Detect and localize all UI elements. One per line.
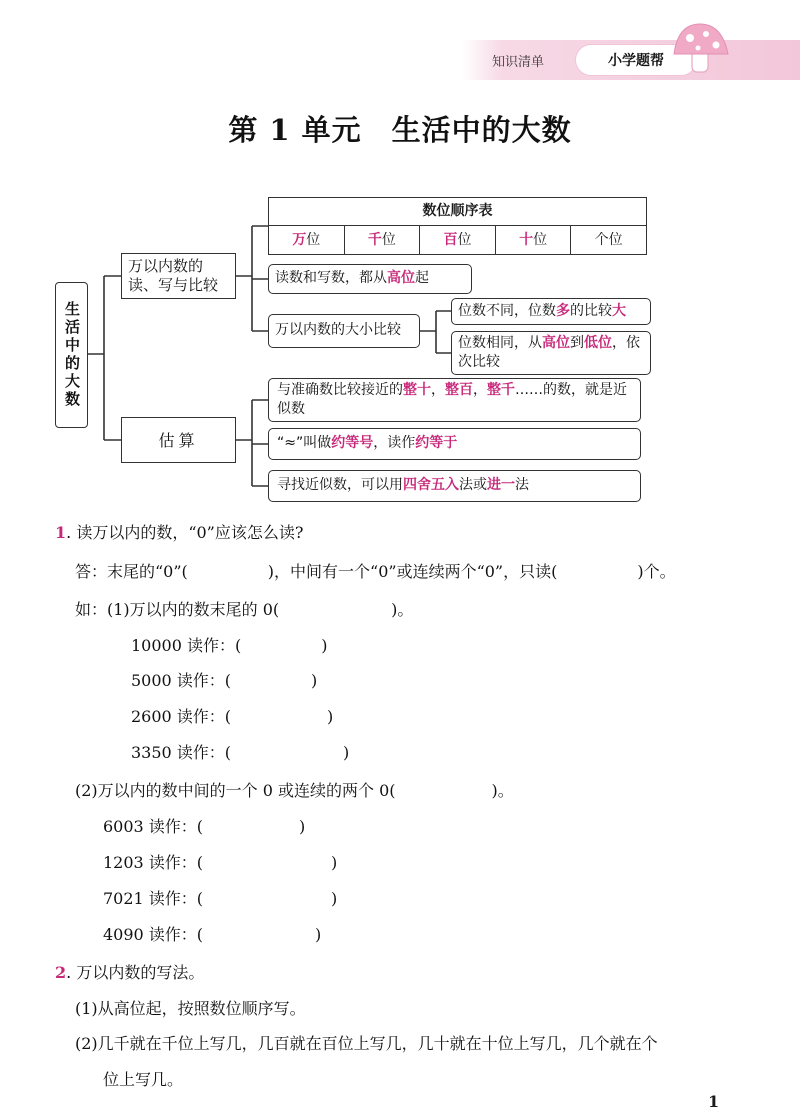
brand-label: 小学题帮 — [608, 53, 664, 69]
q1-title: . 读万以内的数，“0”应该怎么读? — [66, 523, 304, 542]
q1-ex1-item: 10000 读作：( ) — [131, 636, 328, 655]
place-table-title: 数位顺序表 — [269, 198, 646, 226]
same-prefix: 位数相同，从 — [458, 335, 542, 351]
q1-ex2-item: 4090 读作：( ) — [103, 925, 322, 944]
q1-heading — [55, 520, 303, 543]
q1-answer: 答：末尾的“0”( )，中间有一个“0”或连续两个“0”，只读( )个。 — [75, 562, 676, 581]
diff-mid: 的比较 — [570, 303, 612, 319]
leaf-same-digits — [451, 331, 651, 375]
place-em-qian: 千 — [367, 232, 382, 248]
place-value-table — [268, 197, 647, 255]
q1-ex2-item: 7021 读作：( ) — [103, 889, 338, 908]
place-cell-qian: 千位 — [345, 226, 421, 255]
same-suffix: ，依次比较 — [458, 335, 640, 370]
leaf-compare: 万以内数的大小比较 — [268, 314, 420, 348]
place-cell-bai: 百位 — [420, 226, 496, 255]
approx-def-suffix: ……的数，就是近似数 — [277, 382, 627, 417]
same-em1: 高位 — [542, 335, 570, 351]
place-em-shi: 十 — [519, 232, 534, 248]
q2-line2a: (2)几千就在千位上写几，几百就在百位上写几，几十就在十位上写几，几个就在个 — [75, 1034, 658, 1053]
q1-ex2-item: 6003 读作：( ) — [103, 817, 306, 836]
approx-def-em1: 整十 — [403, 382, 431, 398]
q2-line1: (1)从高位起，按照数位顺序写。 — [75, 999, 306, 1018]
place-cell-wan: 万位 — [269, 226, 345, 255]
place-table-row — [269, 226, 646, 255]
mindmap-root — [55, 282, 88, 428]
q2-line2b: 位上写几。 — [103, 1070, 184, 1089]
branch-estimate: 估算 — [121, 417, 236, 463]
leaf-read-write-rule — [268, 264, 472, 294]
q1-ex1-item: 2600 读作：( ) — [131, 707, 334, 726]
approx-def-em3: 整千 — [487, 382, 515, 398]
place-em-wan: 万 — [292, 232, 307, 248]
approx-method-em2: 进一 — [487, 477, 515, 493]
q1-ex1-item: 3350 读作：( ) — [131, 743, 350, 762]
q1-example1: 如：(1)万以内的数末尾的 0( )。 — [75, 600, 414, 619]
approx-def-prefix: 与准确数比较接近的 — [277, 382, 403, 398]
leaf-approx-method — [268, 470, 641, 502]
q2-heading — [55, 960, 204, 983]
diff-em1: 多 — [556, 303, 570, 319]
rw-rule-em: 高位 — [387, 270, 415, 286]
approx-method-prefix: 寻找近似数，可以用 — [277, 477, 403, 493]
page-title: 第 1 单元 生活中的大数 — [228, 113, 572, 147]
mindmap-root-label: 生活中的大数 — [63, 301, 81, 409]
rw-rule-suffix: 起 — [415, 270, 429, 286]
leaf-approx-definition — [268, 378, 641, 422]
same-mid: 到 — [570, 335, 584, 351]
same-em2: 低位 — [584, 335, 612, 351]
page-number: 1 — [708, 1092, 720, 1111]
section-label: 知识清单 — [492, 55, 545, 70]
q1-ex1-item: 5000 读作：( ) — [131, 671, 318, 690]
approx-sym-em1: 约等号 — [331, 435, 374, 451]
approx-method-suffix: 法 — [515, 477, 529, 493]
q1-ex2-item: 1203 读作：( ) — [103, 853, 338, 872]
place-em-bai: 百 — [443, 232, 458, 248]
q2-title: . 万以内数的写法。 — [66, 963, 205, 982]
diff-em2: 大 — [612, 303, 626, 319]
leaf-approx-symbol — [268, 428, 641, 460]
approx-sym-mid: ，读作 — [373, 435, 416, 451]
approx-sym-em2: 约等于 — [415, 435, 458, 451]
approx-def-em2: 整百 — [445, 382, 473, 398]
approx-sym-prefix: “≈”叫做 — [277, 435, 332, 451]
q2-number: 2 — [55, 963, 67, 982]
approx-method-em1: 四舍五入 — [403, 477, 459, 493]
place-cell-shi: 十位 — [496, 226, 572, 255]
q1-number: 1 — [55, 523, 67, 542]
q1-example2: (2)万以内的数中间的一个 0 或连续的两个 0( )。 — [75, 781, 514, 800]
place-cell-ge: 个位 — [594, 232, 623, 248]
rw-rule-prefix: 读数和写数，都从 — [275, 270, 387, 286]
approx-def-sep2: ， — [473, 382, 487, 398]
approx-def-sep1: ， — [431, 382, 445, 398]
branch-read-write: 万以内数的读、写与比较 — [121, 253, 236, 299]
leaf-diff-digits — [451, 298, 651, 325]
approx-method-mid: 法或 — [459, 477, 487, 493]
diff-prefix: 位数不同，位数 — [458, 303, 556, 319]
